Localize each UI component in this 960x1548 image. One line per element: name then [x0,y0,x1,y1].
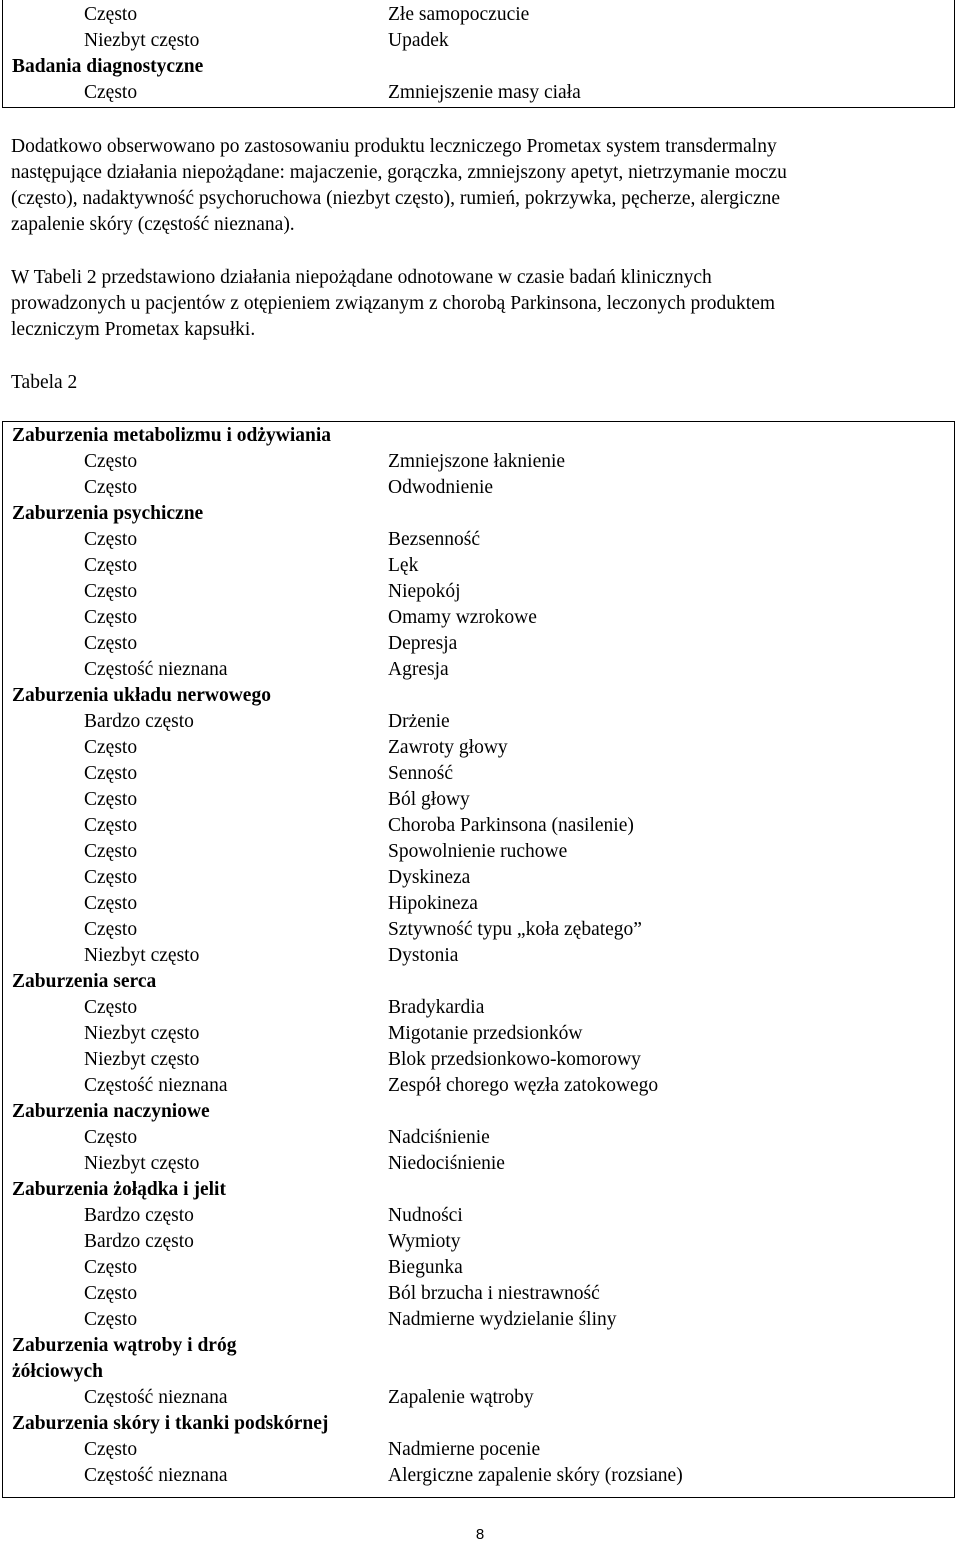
adverse-effect-cell: Bezsenność [388,529,481,550]
adverse-effect-cell: Agresja [388,659,449,680]
table-row [3,839,954,865]
frequency-cell: Często [84,919,138,940]
frequency-cell: Często [84,997,138,1018]
table-row [3,605,954,631]
adverse-effect-cell: Dyskineza [388,867,471,888]
table-row [3,527,954,553]
frequency-cell: Często [84,451,138,472]
category-row [3,1333,954,1359]
adverse-effect-cell: Drżenie [388,711,450,732]
adverse-effect-cell: Nudności [388,1205,463,1226]
frequency-cell: Często [84,763,138,784]
adverse-effect-cell: Nadmierne pocenie [388,1439,541,1460]
category-row [3,1177,954,1203]
table-row [3,579,954,605]
frequency-cell: Niezbyt często [84,1023,200,1044]
adverse-effects-table-continued [2,0,955,108]
paragraph-additional-effects [11,134,941,238]
adverse-effect-cell: Depresja [388,633,458,654]
table-row [3,813,954,839]
category-label: Zaburzenia psychiczne [12,503,204,524]
adverse-effect-cell: Złe samopoczucie [388,4,530,25]
table-row [3,1151,954,1177]
adverse-effect-cell: Sztywność typu „koła zębatego” [388,919,642,940]
frequency-cell: Częstość nieznana [84,1387,228,1408]
frequency-cell: Często [84,737,138,758]
table-row [3,1463,954,1489]
category-label: żółciowych [12,1361,103,1382]
table-caption: Tabela 2 [11,372,78,393]
paragraph-line: zapalenie skóry (częstość nieznana). [11,214,295,235]
table-row [3,2,954,28]
category-row [3,423,954,449]
adverse-effect-cell: Hipokineza [388,893,478,914]
table-row [3,449,954,475]
adverse-effect-cell: Lęk [388,555,419,576]
category-row [3,969,954,995]
category-row [3,1411,954,1437]
table-row [3,1255,954,1281]
adverse-effect-cell: Wymioty [388,1231,461,1252]
table-row [3,1021,954,1047]
table-2 [2,421,955,1498]
adverse-effect-cell: Omamy wzrokowe [388,607,537,628]
category-label: Zaburzenia metabolizmu i odżywiania [12,425,332,446]
frequency-cell: Często [84,815,138,836]
paragraph-line: prowadzonych u pacjentów z otępieniem związanym z chorobą Parkinsona, leczonych produktem [11,293,776,314]
table-row [3,891,954,917]
frequency-cell: Często [84,1283,138,1304]
adverse-effect-cell: Zmniejszone łaknienie [388,451,566,472]
frequency-cell: Często [84,529,138,550]
category-row [3,501,954,527]
frequency-cell: Niezbyt często [84,30,200,51]
paragraph-line: Dodatkowo obserwowano po zastosowaniu produktu leczniczego Prometax system transdermalny [11,136,777,157]
adverse-effect-cell: Zmniejszenie masy ciała [388,82,581,103]
adverse-effect-cell: Bradykardia [388,997,485,1018]
category-label: Zaburzenia skóry i tkanki podskórnej [12,1413,329,1434]
frequency-cell: Często [84,893,138,914]
category-label: Zaburzenia wątroby i dróg [12,1335,237,1356]
table-row [3,1281,954,1307]
adverse-effect-cell: Niedociśnienie [388,1153,505,1174]
table-row [3,1307,954,1333]
frequency-cell: Często [84,1257,138,1278]
table-row [3,1125,954,1151]
adverse-effect-cell: Dystonia [388,945,459,966]
paragraph-line: następujące działania niepożądane: majaczenie, gorączka, zmniejszony apetyt, nietrzymanie moczu [11,162,787,183]
frequency-cell: Często [84,633,138,654]
frequency-cell: Bardzo często [84,1231,194,1252]
table-row [3,995,954,1021]
frequency-cell: Częstość nieznana [84,659,228,680]
table-body [3,422,954,1489]
category-label: Zaburzenia serca [12,971,157,992]
table-row [3,1073,954,1099]
category-row [3,54,954,80]
table-row [3,917,954,943]
frequency-cell: Bardzo często [84,1205,194,1226]
table-row [3,80,954,106]
frequency-cell: Niezbyt często [84,945,200,966]
adverse-effect-cell: Nadciśnienie [388,1127,490,1148]
table-row [3,657,954,683]
table-row [3,631,954,657]
table-row [3,28,954,54]
frequency-cell: Częstość nieznana [84,1075,228,1096]
table-row [3,1047,954,1073]
table-row [3,1203,954,1229]
table-body [3,0,954,106]
category-label: Zaburzenia żołądka i jelit [12,1179,226,1200]
adverse-effect-cell: Senność [388,763,453,784]
adverse-effect-cell: Choroba Parkinsona (nasilenie) [388,815,634,836]
frequency-cell: Często [84,867,138,888]
page-number: 8 [475,1526,485,1543]
adverse-effect-cell: Ból głowy [388,789,470,810]
paragraph-line: (często), nadaktywność psychoruchowa (niezbyt często), rumień, pokrzywka, pęcherze, alergiczne [11,188,781,209]
adverse-effect-cell: Migotanie przedsionków [388,1023,583,1044]
frequency-cell: Często [84,841,138,862]
paragraph-line: W Tabeli 2 przedstawiono działania niepożądane odnotowane w czasie badań klinicznych [11,267,712,288]
adverse-effect-cell: Blok przedsionkowo-komorowy [388,1049,641,1070]
category-row [3,1359,954,1385]
adverse-effect-cell: Alergiczne zapalenie skóry (rozsiane) [388,1465,683,1486]
frequency-cell: Bardzo często [84,711,194,732]
frequency-cell: Często [84,1439,138,1460]
frequency-cell: Często [84,82,138,103]
frequency-cell: Często [84,581,138,602]
category-row [3,683,954,709]
frequency-cell: Niezbyt często [84,1153,200,1174]
paragraph-table2-intro [11,265,941,343]
adverse-effect-cell: Zawroty głowy [388,737,508,758]
paragraph-line: leczniczym Prometax kapsułki. [11,319,256,340]
table-row [3,1437,954,1463]
table-row [3,865,954,891]
adverse-effect-cell: Upadek [388,30,449,51]
table-row [3,553,954,579]
adverse-effect-cell: Zapalenie wątroby [388,1387,534,1408]
adverse-effect-cell: Zespół chorego węzła zatokowego [388,1075,659,1096]
adverse-effect-cell: Spowolnienie ruchowe [388,841,568,862]
frequency-cell: Często [84,1127,138,1148]
frequency-cell: Często [84,477,138,498]
frequency-cell: Niezbyt często [84,1049,200,1070]
category-label: Badania diagnostyczne [12,56,204,77]
frequency-cell: Często [84,607,138,628]
frequency-cell: Częstość nieznana [84,1465,228,1486]
table-row [3,709,954,735]
table-row [3,787,954,813]
category-row [3,1099,954,1125]
adverse-effect-cell: Ból brzucha i niestrawność [388,1283,600,1304]
adverse-effect-cell: Nadmierne wydzielanie śliny [388,1309,617,1330]
frequency-cell: Często [84,555,138,576]
adverse-effect-cell: Biegunka [388,1257,463,1278]
adverse-effect-cell: Odwodnienie [388,477,494,498]
category-label: Zaburzenia naczyniowe [12,1101,210,1122]
frequency-cell: Często [84,789,138,810]
table-row [3,1229,954,1255]
frequency-cell: Często [84,1309,138,1330]
category-label: Zaburzenia układu nerwowego [12,685,271,706]
table-row [3,943,954,969]
table-row [3,735,954,761]
table-row [3,761,954,787]
frequency-cell: Często [84,4,138,25]
table-row [3,475,954,501]
adverse-effect-cell: Niepokój [388,581,461,602]
table-row [3,1385,954,1411]
